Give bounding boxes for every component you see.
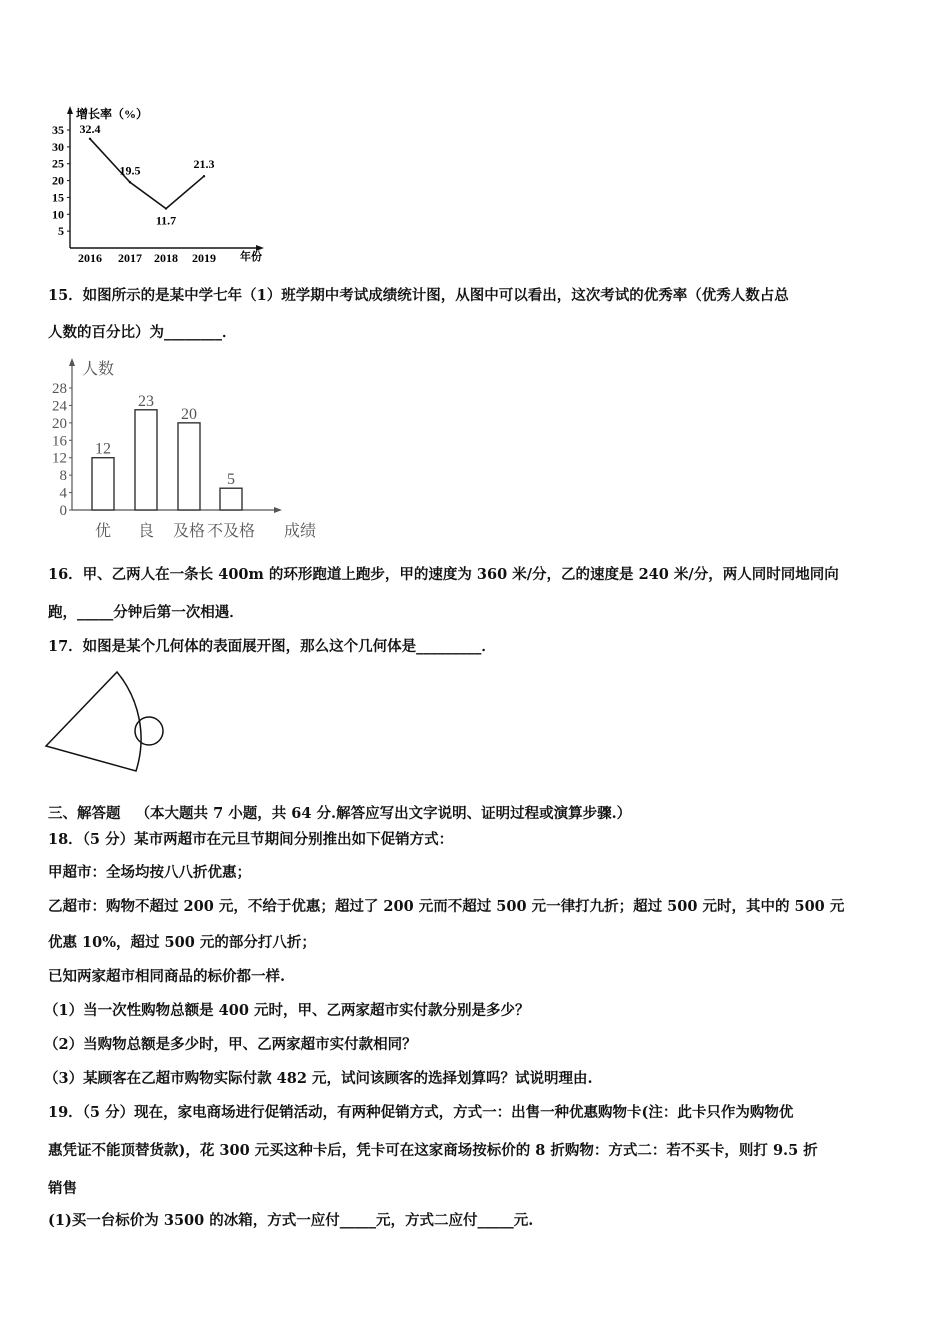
scores-bar-chart — [40, 355, 340, 545]
q15-line2: 人数的百分比）为________． — [48, 324, 237, 341]
q19-line3: 销售 — [48, 1180, 77, 1197]
chart2-y-arrow — [69, 358, 75, 366]
chart2-ytick-label: 16 — [52, 433, 67, 450]
q19-line2: 惠凭证不能顶替货款)，花 300 元买这种卡后，凭卡可在这家商场按标价的 8 折购物：方式二：若不买卡，则打 9.5 折 — [48, 1142, 818, 1159]
chart1-xtick-label: 2018 — [154, 251, 178, 265]
chart2-bar — [135, 410, 157, 510]
chart2-category-label: 及格 — [172, 523, 206, 540]
section3-note: （本大题共 7 小题，共 64 分.解答应写出文字说明、证明过程或演算步骤.） — [135, 805, 632, 822]
chart2-value-label: 20 — [181, 405, 197, 423]
chart1-ytick-label: 15 — [52, 190, 64, 205]
chart2-bar — [220, 488, 242, 510]
base-circle — [135, 717, 163, 745]
chart2-value-label: 23 — [138, 392, 154, 410]
chart2-ytick-label: 12 — [52, 450, 67, 467]
q18-line5: 已知两家超市相同商品的标价都一样. — [48, 968, 286, 985]
chart1-ytick-label: 10 — [52, 207, 64, 222]
cone-net-figure — [40, 665, 180, 780]
q18-line3: 乙超市：购物不超过 200 元，不给于优惠；超过了 200 元而不超过 500 元一律打九折；超过 500 元时，其中的 500 元 — [48, 898, 845, 915]
q16-line2: 跑，_____分钟后第一次相遇． — [48, 604, 244, 621]
section3-heading — [48, 807, 631, 822]
chart2-x-arrow — [274, 507, 282, 513]
chart2-ytick-label: 0 — [59, 503, 67, 519]
chart2-category-label: 不及格 — [206, 523, 256, 540]
q18-sub2: （2）当购物总额是多少时，甲、乙两家超市实付款相同？ — [44, 1036, 417, 1053]
chart2-bar — [92, 458, 114, 510]
chart1-point — [203, 175, 205, 177]
section3-title: 三、解答题 — [48, 805, 121, 822]
chart1-ytick-label: 25 — [52, 156, 64, 171]
q18-line1: 18．（5 分）某市两超市在元旦节期间分别推出如下促销方式： — [48, 831, 454, 848]
q19-sub1: (1)买一台标价为 3500 的冰箱，方式一应付_____元，方式二应付_____元. — [48, 1212, 534, 1229]
q16-line1: 16．甲、乙两人在一条长 400m 的环形跑道上跑步，甲的速度为 360 米/分，乙的速度是 240 米/分，两人同时同地同向 — [48, 566, 839, 583]
chart2-bar — [178, 423, 200, 510]
chart1-point — [89, 138, 91, 140]
q18-sub3: （3）某顾客在乙超市购物实际付款 482 元，试问该顾客的选择划算吗？试说明理由. — [44, 1070, 593, 1087]
chart2-ylabel: 人数 — [82, 361, 115, 378]
chart2-ytick-label: 8 — [59, 468, 67, 485]
chart1-ytick-label: 35 — [52, 123, 64, 137]
chart2-value-label: 5 — [227, 471, 235, 489]
chart1-xtick-label: 2019 — [192, 251, 216, 265]
q17-line1: 17．如图是某个几何体的表面展开图，那么这个几何体是_________． — [48, 638, 496, 655]
chart1-ytick-label: 20 — [52, 173, 64, 188]
chart2-ytick-label: 4 — [59, 485, 67, 502]
chart2-ytick-label: 24 — [52, 398, 67, 415]
sector-shape — [46, 672, 141, 771]
chart1-ytick-label: 30 — [52, 139, 64, 154]
chart2-ytick-label: 20 — [52, 415, 67, 432]
chart2-category-label: 良 — [137, 523, 155, 540]
chart1-point-label: 32.4 — [79, 121, 101, 136]
chart1-point — [129, 181, 131, 183]
chart1-ylabel: 增长率（%） — [76, 107, 149, 121]
chart1-y-arrow — [67, 106, 73, 114]
chart1-xtick-label: 2016 — [78, 251, 102, 265]
q19-line1: 19．（5 分）现在，家电商场进行促销活动，有两种促销方式，方式一：出售一种优惠购物卡(注：此卡只作为购物优 — [48, 1104, 794, 1121]
q18-line2: 甲超市：全场均按八八折优惠； — [48, 864, 251, 881]
chart2-ytick-label: 28 — [52, 381, 67, 397]
growth-rate-line-chart — [40, 100, 280, 270]
chart1-xlabel: 年份 — [240, 251, 262, 263]
chart2-value-label: 12 — [95, 440, 111, 458]
chart1-point-label: 11.7 — [155, 213, 177, 228]
chart2-xlabel: 成绩 — [284, 523, 317, 540]
q18-line4: 优惠 10%，超过 500 元的部分打八折； — [48, 934, 316, 951]
chart1-xtick-label: 2017 — [118, 251, 142, 265]
chart1-series-line — [90, 139, 204, 209]
chart1-point — [165, 207, 167, 209]
chart2-category-label: 优 — [94, 523, 112, 540]
q15-line1: 15．如图所示的是某中学七年（1）班学期中考试成绩统计图，从图中可以看出，这次考试的优秀率（优秀人数占总 — [48, 287, 789, 304]
chart1-ytick-label: 5 — [58, 224, 64, 239]
chart1-point-label: 21.3 — [193, 157, 215, 172]
q18-sub1: （1）当一次性购物总额是 400 元时，甲、乙两家超市实付款分别是多少？ — [44, 1002, 530, 1019]
chart1-point-label: 19.5 — [119, 163, 141, 178]
